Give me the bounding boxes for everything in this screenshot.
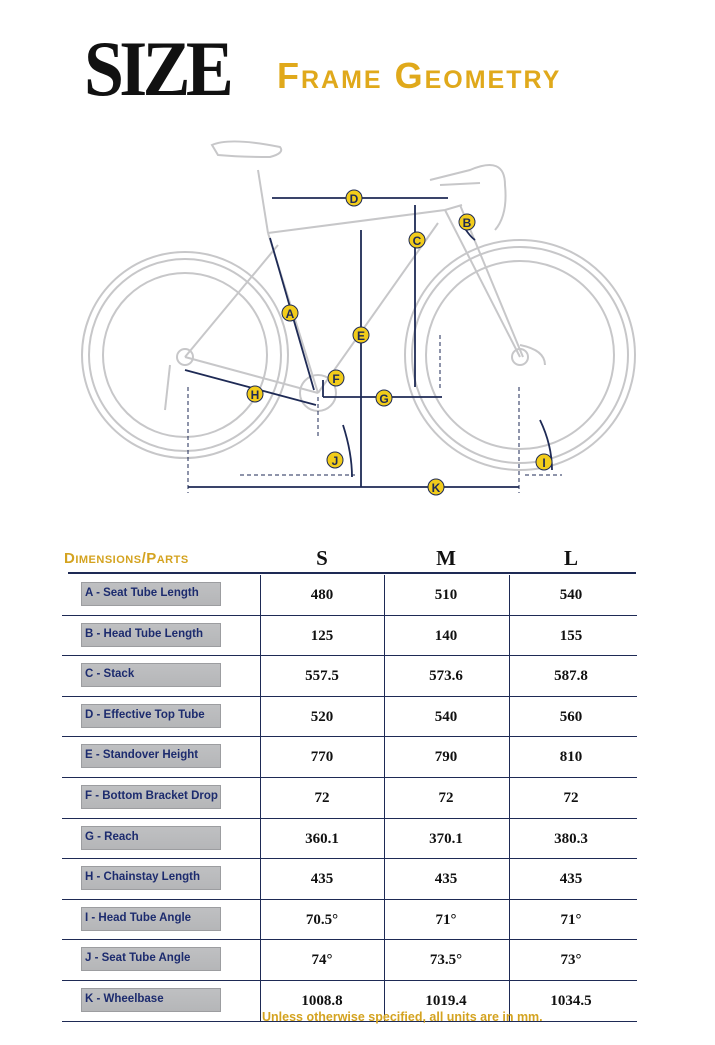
marker-j: J — [331, 454, 339, 468]
column-l: L — [563, 546, 578, 570]
value-l: 71° — [560, 911, 582, 928]
row-label: B - Head Tube Length — [85, 627, 203, 640]
units-footnote: Unless otherwise specified, all units are in mm. — [262, 1010, 543, 1024]
marker-a: A — [285, 307, 295, 321]
value-s: 72 — [314, 789, 330, 806]
value-l: 1034.5 — [550, 992, 592, 1009]
value-m: 435 — [434, 871, 458, 888]
value-l: 72 — [563, 789, 579, 806]
table-header — [62, 540, 637, 575]
table-row — [62, 940, 637, 981]
table-row — [62, 697, 637, 738]
value-l: 540 — [559, 587, 583, 603]
value-m: 140 — [434, 627, 458, 644]
row-label: C - Stack — [85, 668, 135, 681]
dimension-markers — [247, 190, 552, 495]
marker-b: B — [462, 216, 472, 230]
value-m: 510 — [434, 587, 458, 603]
value-s: 520 — [310, 708, 334, 725]
row-label: E - Standover Height — [85, 749, 199, 762]
geometry-table — [62, 540, 637, 1022]
marker-c: C — [412, 234, 422, 248]
table-row — [62, 656, 637, 697]
value-m: 370.1 — [429, 830, 463, 847]
value-l: 560 — [559, 708, 583, 725]
value-l: 155 — [559, 627, 583, 644]
marker-g: G — [379, 392, 389, 406]
frame-geometry-subtitle: Frame Geometry — [277, 55, 562, 96]
table-row — [62, 737, 637, 778]
value-l: 587.8 — [554, 668, 588, 685]
row-label: H - Chainstay Length — [85, 871, 201, 884]
value-l: 810 — [559, 749, 583, 766]
row-label: A - Seat Tube Length — [85, 587, 199, 599]
column-s: S — [316, 546, 328, 570]
row-label: F - Bottom Bracket Drop — [85, 789, 218, 802]
value-s: 435 — [310, 871, 334, 888]
bike-geometry-diagram — [0, 125, 715, 505]
dimensions-parts-header: Dimensions/Parts — [64, 550, 189, 567]
table-row — [62, 778, 637, 819]
table-row — [62, 900, 637, 941]
value-s: 480 — [310, 587, 334, 603]
value-m: 73.5° — [429, 952, 463, 969]
value-l: 435 — [559, 871, 583, 888]
value-s: 1008.8 — [301, 992, 343, 1009]
column-m: M — [436, 546, 456, 570]
value-s: 74° — [311, 952, 333, 969]
marker-f: F — [332, 372, 340, 386]
row-label: K - Wheelbase — [85, 992, 164, 1005]
value-s: 360.1 — [305, 830, 339, 847]
table-row — [62, 575, 637, 616]
value-s: 125 — [310, 627, 334, 644]
marker-h: H — [250, 388, 260, 402]
row-label: D - Effective Top Tube — [85, 708, 205, 721]
row-label: G - Reach — [85, 830, 139, 843]
table-row — [62, 819, 637, 860]
value-m: 540 — [434, 708, 458, 725]
value-m: 790 — [434, 749, 458, 766]
marker-i: I — [542, 456, 546, 470]
size-title: SIZE — [84, 25, 230, 112]
row-label: J - Seat Tube Angle — [85, 952, 191, 965]
value-m: 573.6 — [429, 668, 463, 685]
value-s: 70.5° — [305, 911, 339, 928]
value-s: 770 — [310, 749, 334, 766]
value-m: 71° — [435, 911, 457, 928]
value-m: 72 — [438, 789, 454, 806]
value-m: 1019.4 — [425, 992, 467, 1009]
table-row — [62, 859, 637, 900]
marker-d: D — [349, 192, 359, 206]
value-l: 380.3 — [554, 830, 588, 847]
value-l: 73° — [560, 952, 582, 969]
row-label: I - Head Tube Angle — [85, 911, 192, 924]
marker-k: K — [431, 481, 441, 495]
table-row — [62, 616, 637, 657]
marker-e: E — [356, 329, 366, 343]
value-s: 557.5 — [305, 668, 339, 685]
